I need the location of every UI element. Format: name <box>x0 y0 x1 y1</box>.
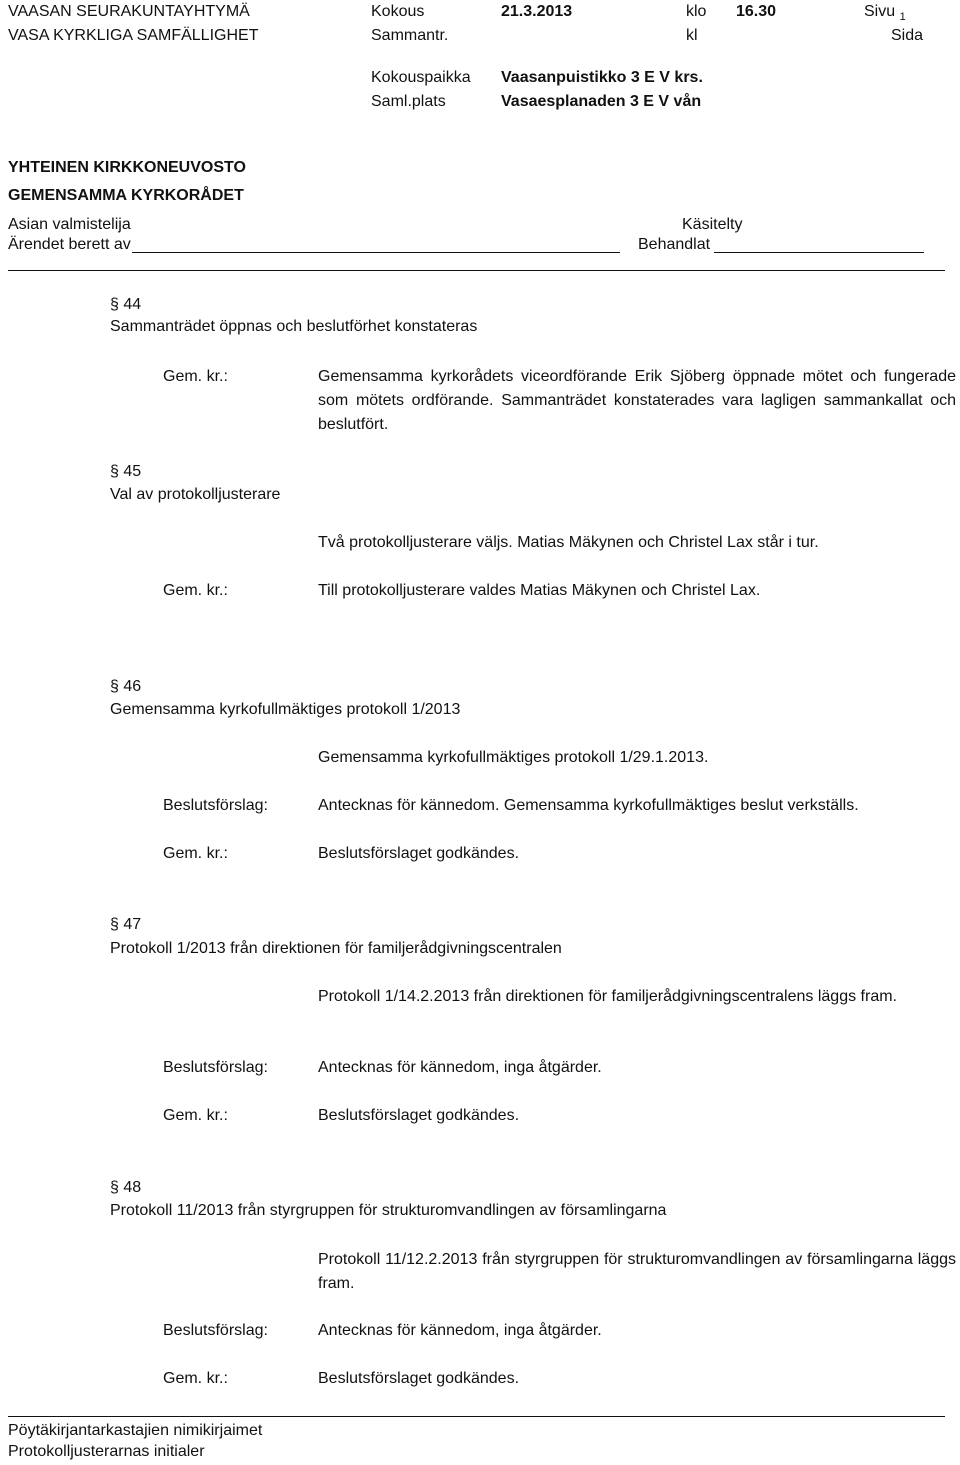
section-title: Protokoll 1/2013 från direktionen för familjerådgivningscentralen <box>110 940 562 957</box>
intro-text: Protokoll 11/12.2.2013 från styrgruppen för strukturomvandlingen av församlingarna läggs fram. <box>318 1251 956 1292</box>
preparer-line <box>132 252 620 253</box>
proposal-label: Beslutsförslag: <box>163 797 268 814</box>
preparer-label-sv: Ärendet berett av <box>8 236 131 253</box>
section-title: Gemensamma kyrkofullmäktiges protokoll 1/2013 <box>110 701 461 718</box>
intro-text: Två protokolljusterare väljs. Matias Mäkynen och Christel Lax står i tur. <box>318 534 819 551</box>
handled-line <box>714 252 924 253</box>
section-number: § 44 <box>110 296 142 313</box>
gem-label: Gem. kr.: <box>163 368 228 385</box>
section-number: § 45 <box>110 463 142 480</box>
page-number: 1 <box>899 11 906 23</box>
venue-label-fi: Kokouspaikka <box>371 69 471 86</box>
section-number: § 48 <box>110 1179 142 1196</box>
decision-text: Beslutsförslaget godkändes. <box>318 1107 520 1124</box>
decision-text: Beslutsförslaget godkändes. <box>318 1370 520 1387</box>
intro-text: Gemensamma kyrkofullmäktiges protokoll 1/29.1.2013. <box>318 749 709 766</box>
proposal-text: Antecknas för kännedom, inga åtgärder. <box>318 1059 602 1076</box>
venue-label-sv: Saml.plats <box>371 93 446 110</box>
gem-label: Gem. kr.: <box>163 1107 228 1124</box>
section-title: Protokoll 11/2013 från styrgruppen för strukturomvandlingen av församlingarna <box>110 1202 667 1219</box>
time-label-fi: klo <box>686 3 707 20</box>
preparer-label-fi: Asian valmistelija <box>8 216 131 233</box>
handled-label-sv: Behandlat <box>638 236 711 253</box>
handled-label-fi: Käsitelty <box>682 216 743 233</box>
venue-sv: Vasaesplanaden 3 E V vån <box>501 93 702 110</box>
header-divider <box>8 270 945 271</box>
body-name-fi: YHTEINEN KIRKKONEUVOSTO <box>8 159 246 176</box>
gem-label: Gem. kr.: <box>163 1370 228 1387</box>
decision-text: Beslutsförslaget godkändes. <box>318 845 520 862</box>
footer-divider <box>8 1416 945 1417</box>
gem-label: Gem. kr.: <box>163 845 228 862</box>
signers-label-sv: Protokolljusterarnas initialer <box>8 1443 205 1460</box>
proposal-label: Beslutsförslag: <box>163 1322 268 1339</box>
proposal-label: Beslutsförslag: <box>163 1059 268 1076</box>
page-label-sv: Sida <box>891 27 924 44</box>
decision-text: Gemensamma kyrkorådets viceordförande Erik Sjöberg öppnade mötet och fungerade som mötets ordförande. Sammanträdet konstaterades vara lagligen sammankallat och beslutfört. <box>318 368 956 433</box>
signers-label-fi: Pöytäkirjantarkastajien nimikirjaimet <box>8 1422 263 1439</box>
proposal-text: Antecknas för kännedom. Gemensamma kyrkofullmäktiges beslut verkställs. <box>318 797 859 814</box>
gem-label: Gem. kr.: <box>163 582 228 599</box>
decision-text: Till protokolljusterare valdes Matias Mäkynen och Christel Lax. <box>318 582 761 599</box>
meeting-label-sv: Sammantr. <box>371 27 449 44</box>
org-name-fi: VAASAN SEURAKUNTAYHTYMÄ <box>8 3 250 20</box>
section-number: § 46 <box>110 678 142 695</box>
section-title: Val av protokolljusterare <box>110 486 281 503</box>
meeting-time: 16.30 <box>736 3 777 20</box>
section-title: Sammanträdet öppnas och beslutförhet konstateras <box>110 318 478 335</box>
body-name-sv: GEMENSAMMA KYRKORÅDET <box>8 187 244 204</box>
proposal-text: Antecknas för kännedom, inga åtgärder. <box>318 1322 602 1339</box>
intro-text: Protokoll 1/14.2.2013 från direktionen för familjerådgivningscentralens läggs fram. <box>318 988 897 1005</box>
meeting-label-fi: Kokous <box>371 3 425 20</box>
meeting-date: 21.3.2013 <box>501 3 573 20</box>
page-label-fi: Sivu $_1$ <box>864 3 906 23</box>
org-name-sv: VASA KYRKLIGA SAMFÄLLIGHET <box>8 27 259 44</box>
time-label-sv: kl <box>686 27 698 44</box>
section-number: § 47 <box>110 916 142 933</box>
venue-fi: Vaasanpuistikko 3 E V krs. <box>501 69 703 86</box>
